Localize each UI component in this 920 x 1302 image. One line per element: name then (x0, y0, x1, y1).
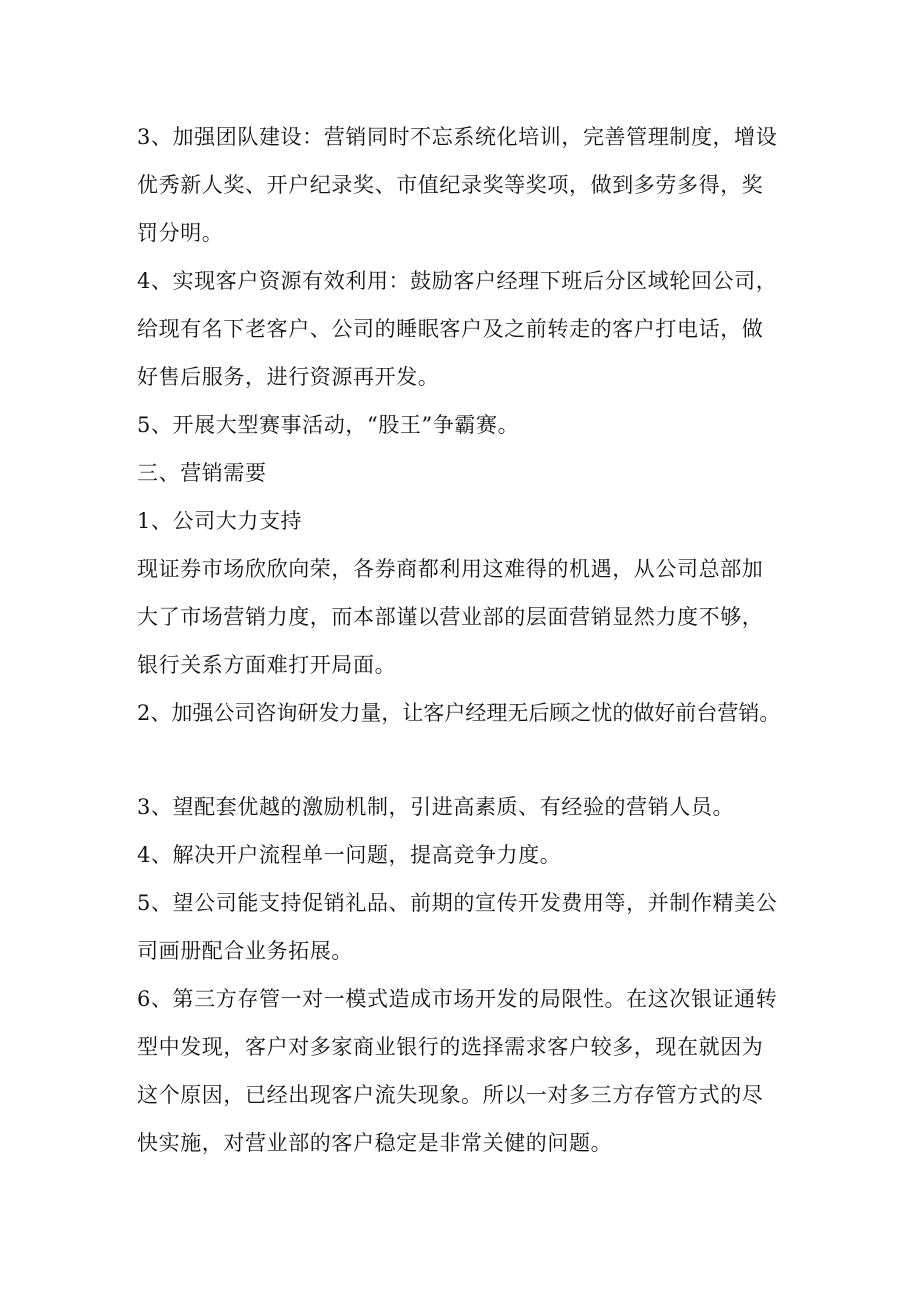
text-line-4: 4、实现客户资源有效利用：鼓励客户经理下班后分区域轮回公司， (137, 269, 778, 293)
text-line-2: 优秀新人奖、开户纪录奖、市值纪录奖等奖项，做到多劳多得，奖 (137, 173, 764, 197)
text-line-18: 6、第三方存管一对一模式造成市场开发的局限性。在这次银证通转 (137, 987, 778, 1011)
section-heading: 三、营销需要 (137, 461, 267, 485)
text-line-1: 3、加强团队建设：营销同时不忘系统化培训，完善管理制度，增设 (137, 125, 778, 149)
text-line-9: 1、公司大力支持 (137, 509, 303, 533)
text-line-16: 5、望公司能支持促销礼品、前期的宣传开发费用等，并制作精美公 (137, 891, 778, 915)
text-line-14: 3、望配套优越的激励机制，引进高素质、有经验的营销人员。 (137, 795, 735, 819)
text-line-10: 现证券市场欣欣向荣，各券商都利用这难得的机遇，从公司总部加 (137, 557, 764, 581)
text-line-19: 型中发现，客户对多家商业银行的选择需求客户较多，现在就因为 (137, 1035, 764, 1059)
text-line-17: 司画册配合业务拓展。 (137, 939, 353, 963)
text-line-3: 罚分明。 (137, 221, 224, 245)
text-line-12: 银行关系方面难打开局面。 (137, 653, 397, 677)
text-line-15: 4、解决开户流程单一问题，提高竞争力度。 (137, 843, 562, 867)
text-line-7: 5、开展大型赛事活动，“股王”争霸赛。 (137, 413, 520, 437)
text-line-11: 大了市场营销力度，而本部谨以营业部的层面营销显然力度不够， (137, 605, 764, 629)
text-line-5: 给现有名下老客户、公司的睡眠客户及之前转走的客户打电话，做 (137, 317, 764, 341)
text-line-6: 好售后服务，进行资源再开发。 (137, 365, 440, 389)
text-line-13: 2、加强公司咨询研发力量，让客户经理无后顾之忧的做好前台营销。 (137, 701, 781, 725)
text-line-21: 快实施，对营业部的客户稳定是非常关健的问题。 (137, 1131, 613, 1155)
text-line-20: 这个原因，已经出现客户流失现象。所以一对多三方存管方式的尽 (137, 1083, 764, 1107)
